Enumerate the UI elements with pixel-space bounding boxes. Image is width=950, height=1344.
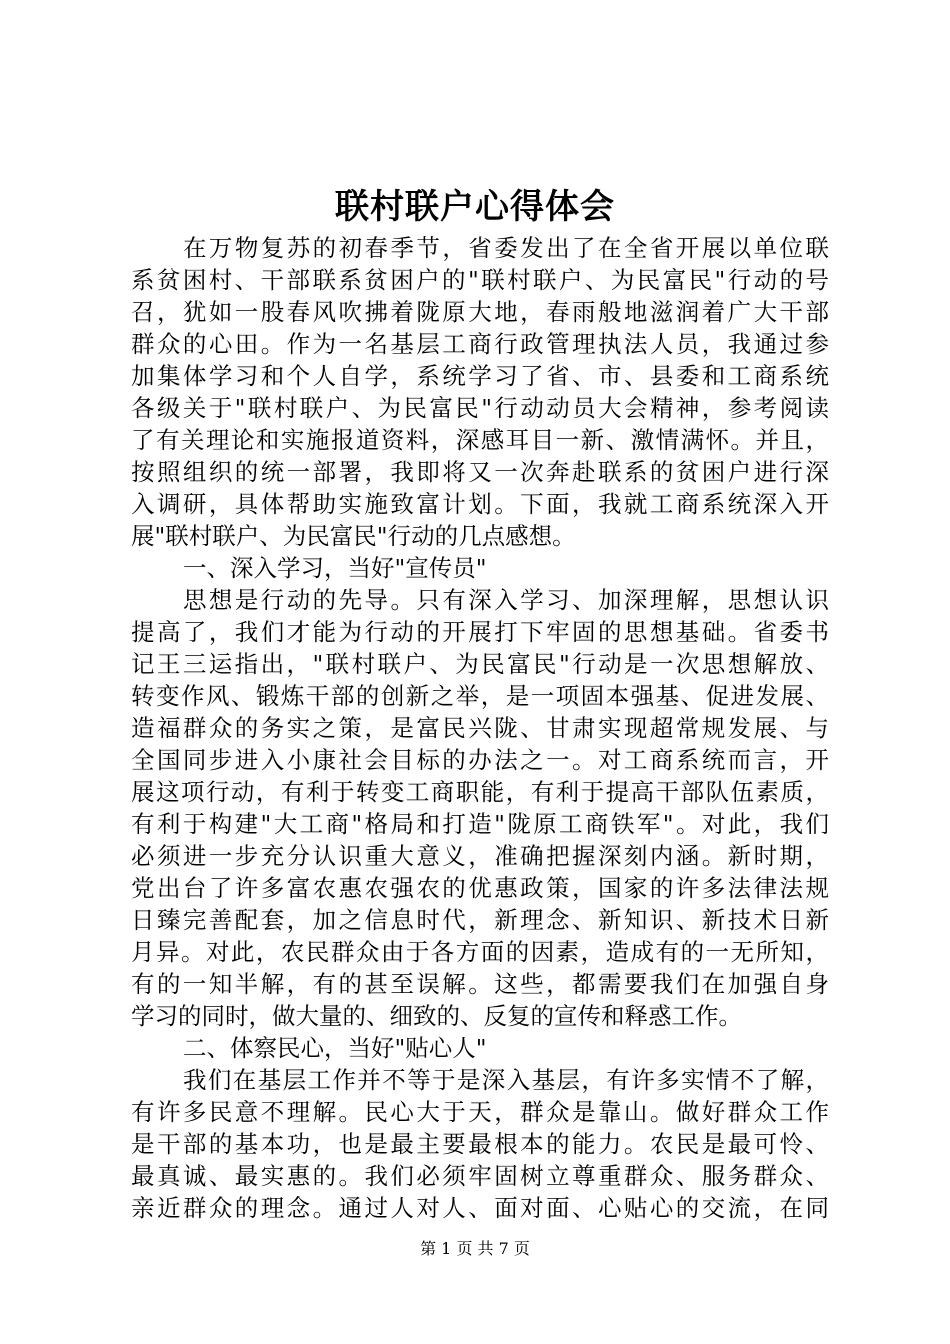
text-line: 在万物复苏的初春季节，省委发出了在全省开展以单位联 — [183, 234, 829, 262]
text-line: 转变作风、锻炼干部的创新之举，是一项固本强基、促进发展、 — [131, 682, 829, 710]
page-footer: 第 1 页 共 7 页 — [420, 1239, 530, 1258]
text-line: 按照组织的统一部署，我即将又一次奔赴联系的贫困户进行深 — [131, 458, 829, 486]
text-line: 造福群众的务实之策，是富民兴陇、甘肃实现超常规发展、与 — [131, 714, 829, 742]
text-line: 系贫困村、干部联系贫困户的"联村联户、为民富民"行动的号 — [131, 266, 829, 294]
text-line: 加集体学习和个人自学，系统学习了省、市、县委和工商系统 — [131, 362, 829, 390]
text-line: 日臻完善配套，加之信息时代，新理念、新知识、新技术日新 — [131, 906, 829, 934]
text-line: 月异。对此，农民群众由于各方面的因素，造成有的一无所知， — [131, 938, 829, 966]
text-line: 提高了，我们才能为行动的开展打下牢固的思想基础。省委书 — [131, 618, 829, 646]
text-line: 是干部的基本功，也是最主要最根本的能力。农民是最可怜、 — [131, 1130, 829, 1158]
text-line: 有利于构建"大工商"格局和打造"陇原工商铁军"。对此，我们 — [131, 810, 829, 838]
text-line: 记王三运指出，"联村联户、为民富民"行动是一次思想解放、 — [131, 650, 829, 678]
text-line: 最真诚、最实惠的。我们必须牢固树立尊重群众、服务群众、 — [131, 1162, 829, 1190]
text-line: 我们在基层工作并不等于是深入基层，有许多实情不了解， — [183, 1066, 829, 1094]
text-line: 必须进一步充分认识重大意义，准确把握深刻内涵。新时期， — [131, 842, 829, 870]
text-line: 展这项行动，有利于转变工商职能，有利于提高干部队伍素质， — [131, 778, 829, 806]
text-line: 召，犹如一股春风吹拂着陇原大地，春雨般地滋润着广大干部 — [131, 298, 829, 326]
text-line: 党出台了许多富农惠农强农的优惠政策，国家的许多法律法规 — [131, 874, 829, 902]
text-line: 思想是行动的先导。只有深入学习、加深理解，思想认识 — [183, 586, 829, 614]
text-line: 入调研，具体帮助实施致富计划。下面，我就工商系统深入开 — [131, 490, 829, 518]
document-title: 联村联户心得体会 — [335, 187, 615, 227]
text-line: 有的一知半解，有的甚至误解。这些，都需要我们在加强自身 — [131, 970, 829, 998]
text-line: 展"联村联户、为民富民"行动的几点感想。 — [131, 522, 576, 550]
text-line: 亲近群众的理念。通过人对人、面对面、心贴心的交流，在同 — [131, 1194, 829, 1222]
text-line: 群众的心田。作为一名基层工商行政管理执法人员，我通过参 — [131, 330, 829, 358]
text-line: 学习的同时，做大量的、细致的、反复的宣传和释惑工作。 — [131, 1002, 742, 1030]
section-heading: 一、深入学习，当好"宣传员" — [183, 554, 487, 582]
text-line: 各级关于"联村联户、为民富民"行动动员大会精神，参考阅读 — [131, 394, 829, 422]
text-line: 全国同步进入小康社会目标的办法之一。对工商系统而言，开 — [131, 746, 829, 774]
text-line: 了有关理论和实施报道资料，深感耳目一新、激情满怀。并且， — [131, 426, 829, 454]
text-line: 有许多民意不理解。民心大于天，群众是靠山。做好群众工作 — [131, 1098, 829, 1126]
section-heading: 二、体察民心，当好"贴心人" — [183, 1034, 487, 1062]
document-body — [131, 232, 829, 1224]
